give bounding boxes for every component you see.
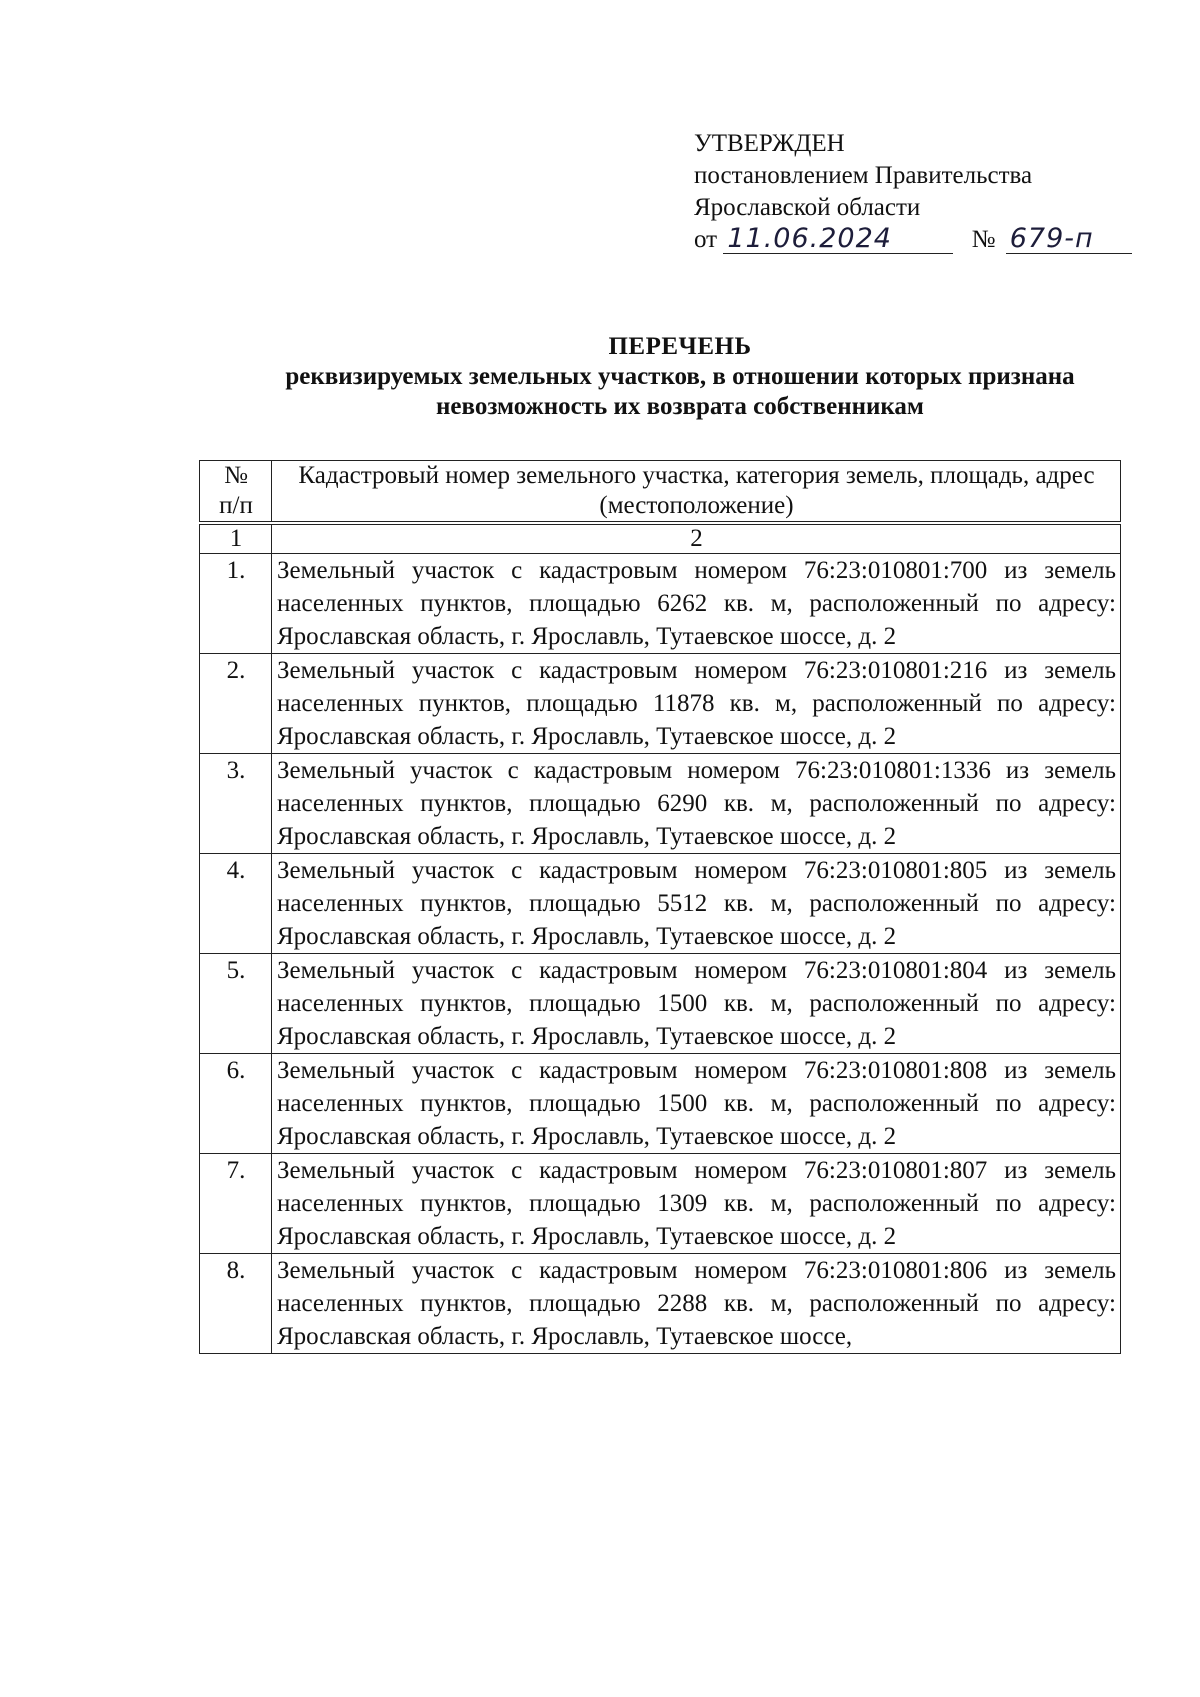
row-number: 7.: [200, 1154, 272, 1254]
row-description: Земельный участок с кадастровым номером 76:23:010801:808 из земель населенных пунктов, площадью 1500 кв. м, расположенный по адресу: Ярославская область, г. Ярославль, Тутаевское шоссе, д. 2: [272, 1054, 1121, 1154]
land-plots-table: [199, 460, 1121, 1354]
row-description: Земельный участок с кадастровым номером 76:23:010801:216 из земель населенных пунктов, площадью 11878 кв. м, расположенный по адресу: Ярославская область, г. Ярославль, Тутаевское шоссе, д. 2: [272, 654, 1121, 754]
table-header-row: [200, 461, 1121, 524]
table-row: [200, 1154, 1121, 1254]
row-number: 2.: [200, 654, 272, 754]
row-description: Земельный участок с кадастровым номером 76:23:010801:804 из земель населенных пунктов, площадью 1500 кв. м, расположенный по адресу: Ярославская область, г. Ярославль, Тутаевское шоссе, д. 2: [272, 954, 1121, 1054]
row-number: 3.: [200, 754, 272, 854]
approval-number-sign: №: [971, 226, 996, 253]
title-subtitle-line1: реквизируемых земельных участков, в отношении которых признана: [285, 363, 1075, 390]
row-description: Земельный участок с кадастровым номером 76:23:010801:805 из земель населенных пунктов, площадью 5512 кв. м, расположенный по адресу: Ярославская область, г. Ярославль, Тутаевское шоссе, д. 2: [272, 854, 1121, 954]
table-row: [200, 1254, 1121, 1354]
row-number: 6.: [200, 1054, 272, 1154]
table-row: [200, 654, 1121, 754]
approval-heading: УТВЕРЖДЕН: [694, 130, 845, 157]
approval-from-prefix: от: [694, 226, 718, 253]
document-title: [200, 332, 1160, 422]
row-description: Земельный участок с кадастровым номером 76:23:010801:806 из земель населенных пунктов, площадью 2288 кв. м, расположенный по адресу: Ярославская область, г. Ярославль, Тутаевское шоссе,: [272, 1254, 1121, 1354]
table-row: [200, 854, 1121, 954]
header-description-column: Кадастровый номер земельного участка, категория земель, площадь, адрес (местоположение): [272, 461, 1121, 524]
title-heading: ПЕРЕЧЕНЬ: [608, 333, 752, 360]
approval-date-handwritten: 11.06.2024: [723, 225, 953, 254]
row-number: 1.: [200, 554, 272, 654]
table-row: [200, 754, 1121, 854]
approval-block: [694, 128, 1132, 256]
column-numbering-row: [200, 523, 1121, 554]
column-number-1: 1: [200, 523, 272, 554]
header-number-pp: п/п: [219, 492, 253, 519]
header-number-column: [200, 461, 272, 524]
header-number-sign: №: [224, 462, 248, 489]
table-row: [200, 954, 1121, 1054]
approval-date-number-line: [694, 224, 1132, 256]
approval-number-handwritten: 679-п: [1006, 225, 1132, 254]
row-number: 8.: [200, 1254, 272, 1354]
title-subtitle-line2: невозможность их возврата собственникам: [436, 393, 924, 420]
table-row: [200, 554, 1121, 654]
row-description: Земельный участок с кадастровым номером 76:23:010801:807 из земель населенных пунктов, площадью 1309 кв. м, расположенный по адресу: Ярославская область, г. Ярославль, Тутаевское шоссе, д. 2: [272, 1154, 1121, 1254]
row-number: 5.: [200, 954, 272, 1054]
column-number-2: 2: [272, 523, 1121, 554]
table-row: [200, 1054, 1121, 1154]
row-description: Земельный участок с кадастровым номером 76:23:010801:1336 из земель населенных пунктов, площадью 6290 кв. м, расположенный по адресу: Ярославская область, г. Ярославль, Тутаевское шоссе, д. 2: [272, 754, 1121, 854]
approval-line-resolution: постановлением Правительства: [694, 162, 1033, 189]
row-description: Земельный участок с кадастровым номером 76:23:010801:700 из земель населенных пунктов, площадью 6262 кв. м, расположенный по адресу: Ярославская область, г. Ярославль, Тутаевское шоссе, д. 2: [272, 554, 1121, 654]
approval-line-region: Ярославской области: [694, 194, 921, 221]
row-number: 4.: [200, 854, 272, 954]
